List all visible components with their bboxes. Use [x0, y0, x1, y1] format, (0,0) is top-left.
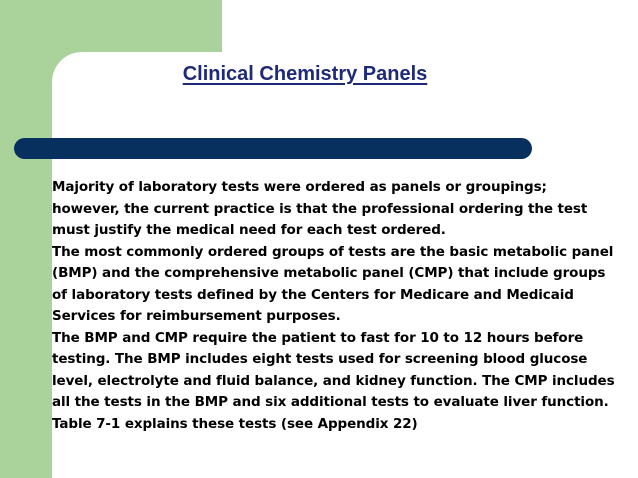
text-line: testing. The BMP includes eight tests used for screening blood glucose — [52, 351, 588, 367]
text-line: (BMP) and the comprehensive metabolic panel (CMP) that include groups — [52, 265, 606, 281]
text-line: Table 7-1 explains these tests (see Appendix 22) — [52, 415, 418, 432]
paragraph-panels-ordering — [52, 177, 632, 242]
text-line: however, the current practice is that the professional ordering the test — [52, 200, 588, 217]
title-divider-bar — [14, 138, 532, 159]
text-line: of laboratory tests defined by the Centers for Medicare and Medicaid — [52, 286, 574, 303]
text-line: all the tests in the BMP and six additional tests to evaluate liver function. — [52, 394, 609, 410]
text-line: The BMP and CMP require the patient to fast for 10 to 12 hours before — [52, 329, 584, 346]
paragraph-bmp-cmp-details — [52, 328, 632, 436]
text-line: Services for reimbursement purposes. — [52, 308, 341, 324]
text-line: The most commonly ordered groups of tests are the basic metabolic panel — [52, 243, 614, 260]
slide-title: Clinical Chemistry Panels — [182, 63, 428, 85]
text-line: Majority of laboratory tests were ordered as panels or groupings; — [52, 179, 547, 195]
text-line: must justify the medical need for each test ordered. — [52, 222, 446, 238]
paragraph-bmp-cmp-groups — [52, 242, 632, 328]
text-line: level, electrolyte and fluid balance, and kidney function. The CMP includes — [52, 372, 615, 389]
body-text — [52, 177, 632, 435]
